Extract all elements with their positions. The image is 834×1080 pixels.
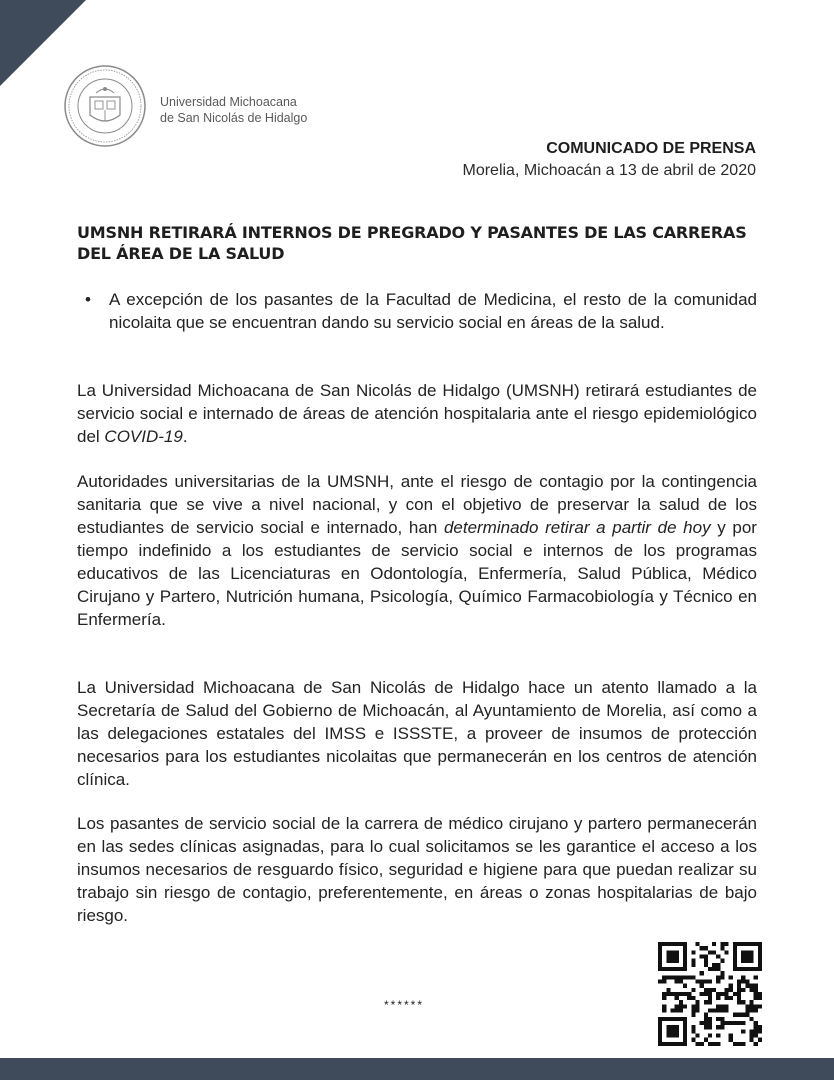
bullet-list xyxy=(77,288,757,334)
press-title: COMUNICADO DE PRENSA xyxy=(546,140,756,157)
university-name-line1: Universidad Michoacana xyxy=(160,95,297,109)
footer-bar xyxy=(0,1058,834,1080)
university-seal-icon xyxy=(62,63,148,149)
paragraph-2-end: y por tiempo indefinido a los estudiantes de servicio social e internos de los programas educativos de las Licenciaturas en Odontología, Enfermería, Salud Pública, Médico Cirujano y Partero, Nutrición humana, Psicología, Químico Farmacobiología y Técnico en Enfermería. xyxy=(77,518,757,629)
bullet-item: • A excepción de los pasantes de la Facultad de Medicina, el resto de la comunidad nicolaita que se encuentran dando su servicio social en áreas de la salud. xyxy=(77,288,757,334)
university-name xyxy=(160,94,307,126)
paragraph-2 xyxy=(77,470,757,631)
closing-stars: ****** xyxy=(384,998,425,1012)
paragraph-1-text: La Universidad Michoacana de San Nicolás de Hidalgo (UMSNH) retirará estudiantes de servicio social e internado de áreas de atención hospitalaria ante el riesgo epidemiológico del xyxy=(77,381,757,446)
university-name-line2: de San Nicolás de Hidalgo xyxy=(160,111,308,125)
paragraph-2-emphasis: determinado retirar a partir de hoy xyxy=(443,518,711,537)
paragraph-3: La Universidad Michoacana de San Nicolás de Hidalgo hace un atento llamado a la Secretaría de Salud del Gobierno de Michoacán, al Ayuntamiento de Morelia, así como a las delegaciones estatales del IMSS e ISSSTE, a proveer de insumos de protección necesarios para los estudiantes nicolaitas que permanecerán en los centros de atención clínica. xyxy=(77,678,757,789)
paragraph-1 xyxy=(77,379,757,448)
paragraph-4: Los pasantes de servicio social de la carrera de médico cirujano y partero permanecerán en las sedes clínicas asignadas, para lo cual solicitamos se les garantice el acceso a los insumos necesarios de resguardo físico, seguridad e higiene para que puedan realizar su trabajo sin riesgo de contagio, preferentemente, en áreas o zonas hospitalarias de bajo riesgo. xyxy=(77,814,757,925)
paragraph-2-text: Autoridades universitarias de la UMSNH, ante el riesgo de contagio por la contingencia sanitaria que se vive a nivel nacional, y con el objetivo de preservar la salud de los estudiantes de servicio social e internado, han xyxy=(77,472,757,537)
paragraph-1-end: . xyxy=(182,427,188,446)
press-date: Morelia, Michoacán a 13 de abril de 2020 xyxy=(462,162,756,179)
qr-code-icon xyxy=(658,942,762,1046)
press-header xyxy=(462,138,756,182)
paragraph-1-emphasis: COVID-19 xyxy=(104,427,183,446)
headline: UMSNH RETIRARÁ INTERNOS DE PREGRADO Y PASANTES DE LAS CARRERAS DEL ÁREA DE LA SALUD xyxy=(77,223,747,263)
